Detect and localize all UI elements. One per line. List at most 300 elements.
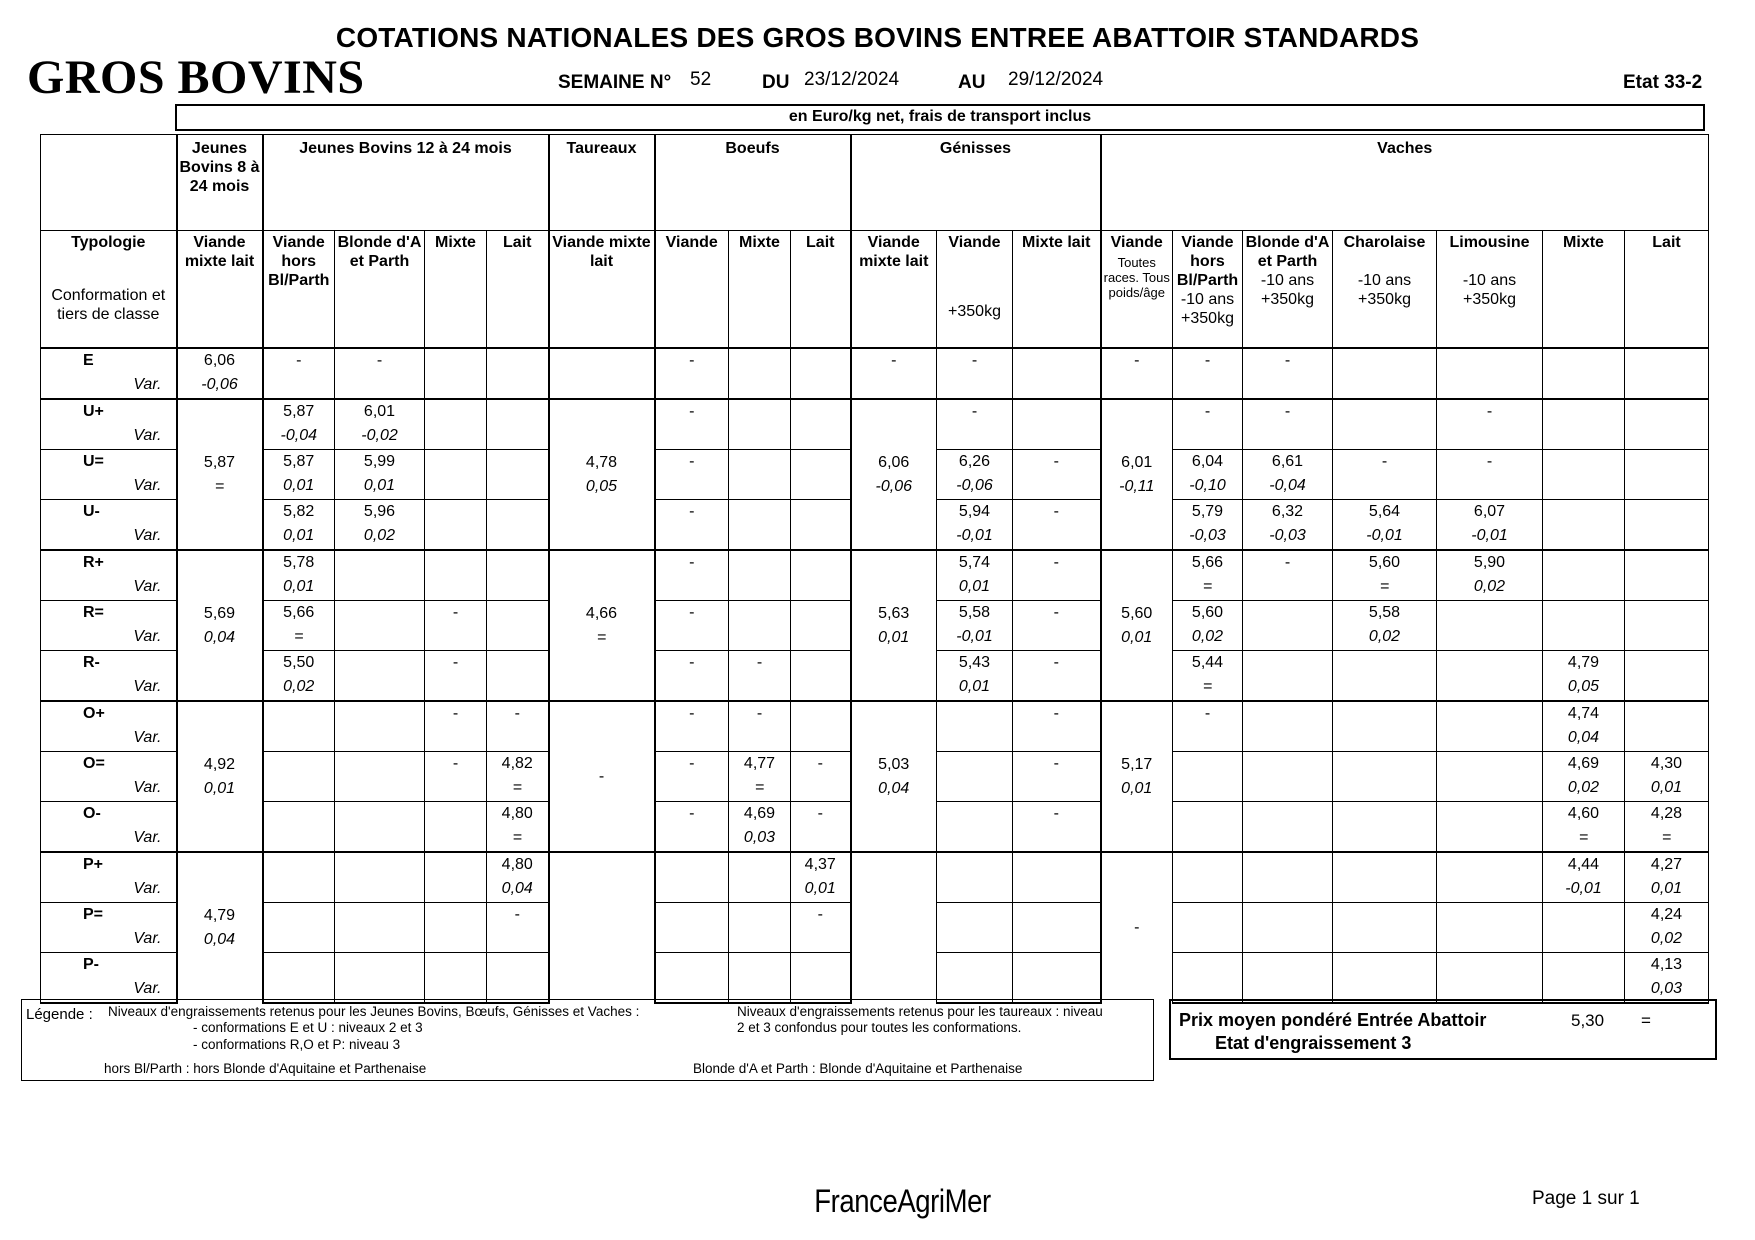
var-cell-Pe-16: [1333, 928, 1437, 953]
var-cell-Ue-15: -0,04: [1243, 475, 1333, 500]
merged-cell-13-U: [1101, 399, 1173, 550]
cell-Pm-8: [729, 953, 791, 979]
cell-Oe-15: [1243, 752, 1333, 778]
var-cell-E-18: [1543, 374, 1625, 399]
var-cell-Up-14: [1173, 425, 1243, 450]
row-label-Om: O-: [41, 802, 177, 828]
cell-Um-4: [425, 500, 487, 526]
var-cell-Om-14: [1173, 827, 1243, 852]
var-cell-Re-4: [425, 626, 487, 651]
legend-foot-right: Blonde d'A et Parth : Blonde d'Aquitaine et Parthenaise: [693, 1061, 1023, 1076]
cell-Up-19: [1625, 399, 1709, 425]
cell-Pe-7: [655, 903, 729, 929]
col-header-label: Lait: [806, 234, 835, 251]
merged-value: 4,79: [203, 907, 236, 924]
col-header-13: [1101, 231, 1173, 349]
cell-Om-9: -: [791, 802, 851, 828]
col-header-1: [177, 231, 263, 349]
cell-Re-14: 5,60: [1173, 601, 1243, 627]
cell-Up-18: [1543, 399, 1625, 425]
var-cell-Om-16: [1333, 827, 1437, 852]
var-cell-Op-5: [487, 727, 549, 752]
var-cell-Oe-19: 0,01: [1625, 777, 1709, 802]
var-cell-Um-16: -0,01: [1333, 525, 1437, 550]
merged-cell-6-U: [549, 399, 655, 550]
var-label: Var.: [41, 878, 177, 903]
var-cell-Oe-5: =: [487, 777, 549, 802]
var-cell-Pe-9: [791, 928, 851, 953]
var-cell-Re-3: [335, 626, 425, 651]
cell-Ue-4: [425, 450, 487, 476]
cell-Um-7: -: [655, 500, 729, 526]
cell-E-10: -: [851, 348, 937, 374]
col-header-label: Blonde d'A et Parth: [1245, 234, 1330, 270]
merged-var: 0,01: [878, 628, 910, 646]
cell-Oe-19: 4,30: [1625, 752, 1709, 778]
cell-Up-11: -: [937, 399, 1013, 425]
var-cell-Rp-5: [487, 576, 549, 601]
cell-Rm-2: 5,50: [263, 651, 335, 677]
var-cell-E-16: [1333, 374, 1437, 399]
cell-Um-17: 6,07: [1437, 500, 1543, 526]
cell-Up-3: 6,01: [335, 399, 425, 425]
cell-Ue-18: [1543, 450, 1625, 476]
cell-Pp-7: [655, 852, 729, 878]
var-cell-Op-19: [1625, 727, 1709, 752]
cell-Ue-8: [729, 450, 791, 476]
var-cell-Pe-17: [1437, 928, 1543, 953]
cell-Pm-16: [1333, 953, 1437, 979]
var-cell-Pe-4: [425, 928, 487, 953]
col-header-label: Lait: [503, 234, 532, 251]
brand-title: GROS BOVINS: [27, 51, 365, 104]
cell-Oe-2: [263, 752, 335, 778]
cell-Rp-9: [791, 550, 851, 576]
col-header-note: -10 ans +350kg: [1357, 272, 1412, 308]
merged-var: 0,04: [878, 779, 910, 797]
var-cell-Um-8: [729, 525, 791, 550]
var-cell-Rm-5: [487, 676, 549, 701]
cell-E-3: -: [335, 348, 425, 374]
var-cell-Ue-8: [729, 475, 791, 500]
cell-E-16: [1333, 348, 1437, 374]
cell-Om-15: [1243, 802, 1333, 828]
cell-Oe-18: 4,69: [1543, 752, 1625, 778]
cell-E-11: -: [937, 348, 1013, 374]
col-header-label: Lait: [1652, 234, 1681, 251]
cell-Re-19: [1625, 601, 1709, 627]
cell-Ue-16: -: [1333, 450, 1437, 476]
cell-Om-19: 4,28: [1625, 802, 1709, 828]
to-date: 29/12/2024: [1008, 69, 1104, 90]
average-price-box: [1169, 999, 1717, 1060]
var-cell-Re-18: [1543, 626, 1625, 651]
cell-Om-8: 4,69: [729, 802, 791, 828]
var-cell-Rm-19: [1625, 676, 1709, 701]
var-cell-Rp-3: [335, 576, 425, 601]
cell-Rp-18: [1543, 550, 1625, 576]
cell-Op-14: -: [1173, 701, 1243, 727]
var-cell-Rm-18: 0,05: [1543, 676, 1625, 701]
var-cell-Op-17: [1437, 727, 1543, 752]
etat-label: Etat 33-2: [1623, 72, 1703, 93]
col-header-label: Viande: [948, 234, 1001, 251]
var-cell-Om-17: [1437, 827, 1543, 852]
cell-Re-8: [729, 601, 791, 627]
cell-E-17: [1437, 348, 1543, 374]
row-label-Pe: P=: [41, 903, 177, 929]
cell-Rp-12: -: [1013, 550, 1101, 576]
var-cell-Up-3: -0,02: [335, 425, 425, 450]
cell-Rm-3: [335, 651, 425, 677]
cell-Up-5: [487, 399, 549, 425]
col-header-label: Viande: [665, 234, 718, 251]
cell-Oe-8: 4,77: [729, 752, 791, 778]
merged-var: 0,01: [1121, 779, 1153, 797]
var-cell-Re-12: [1013, 626, 1101, 651]
var-cell-Rp-7: [655, 576, 729, 601]
var-cell-Ue-9: [791, 475, 851, 500]
cell-E-2: -: [263, 348, 335, 374]
col-header-label: Limousine: [1449, 234, 1530, 251]
average-value: 5,30: [1571, 1011, 1605, 1030]
cell-Um-15: 6,32: [1243, 500, 1333, 526]
var-cell-Up-9: [791, 425, 851, 450]
cell-Rm-4: -: [425, 651, 487, 677]
cell-Pm-9: [791, 953, 851, 979]
merged-cell-13-O: [1101, 701, 1173, 852]
cell-Um-8: [729, 500, 791, 526]
var-cell-Om-9: [791, 827, 851, 852]
cell-Rm-8: -: [729, 651, 791, 677]
var-cell-Rm-11: 0,01: [937, 676, 1013, 701]
merged-value: 4,66: [585, 604, 618, 622]
col-header-7: [655, 231, 729, 349]
cell-Ue-3: 5,99: [335, 450, 425, 476]
var-cell-Pp-7: [655, 878, 729, 903]
merged-var: 0,05: [585, 477, 618, 495]
var-cell-Um-15: -0,03: [1243, 525, 1333, 550]
merged-var: 0,04: [203, 628, 236, 646]
col-header-label: Charolaise: [1343, 234, 1426, 251]
var-cell-E-4: [425, 374, 487, 399]
row-label-Rp: R+: [41, 550, 177, 576]
cell-E-4: [425, 348, 487, 374]
var-cell-E-12: [1013, 374, 1101, 399]
var-cell-Op-9: [791, 727, 851, 752]
legend-title: Légende :: [26, 1006, 93, 1023]
var-cell-Om-2: [263, 827, 335, 852]
cell-Up-15: -: [1243, 399, 1333, 425]
var-cell-Pe-18: [1543, 928, 1625, 953]
cell-Rm-12: -: [1013, 651, 1101, 677]
var-cell-Up-17: [1437, 425, 1543, 450]
cell-Up-12: [1013, 399, 1101, 425]
var-cell-Ue-7: [655, 475, 729, 500]
var-cell-Om-4: [425, 827, 487, 852]
row-label-Um: U-: [41, 500, 177, 526]
cell-Op-7: -: [655, 701, 729, 727]
cell-Um-12: -: [1013, 500, 1101, 526]
var-cell-Om-12: [1013, 827, 1101, 852]
merged-cell-13-R: [1101, 550, 1173, 701]
merged-value: 4,92: [203, 755, 236, 773]
cell-Pe-12: [1013, 903, 1101, 929]
var-cell-Um-19: [1625, 525, 1709, 550]
cell-Pe-19: 4,24: [1625, 903, 1709, 929]
cell-Pp-8: [729, 852, 791, 878]
cell-Pe-17: [1437, 903, 1543, 929]
cell-Pm-11: [937, 953, 1013, 979]
var-cell-Rp-8: [729, 576, 791, 601]
col-header-12: [1013, 231, 1101, 349]
var-cell-Re-11: -0,01: [937, 626, 1013, 651]
cell-Um-2: 5,82: [263, 500, 335, 526]
var-cell-Rm-16: [1333, 676, 1437, 701]
merged-var: 0,01: [1121, 628, 1153, 646]
legend-line-3: - conformations R,O et P: niveau 3: [193, 1037, 401, 1052]
var-cell-Pe-3: [335, 928, 425, 953]
col-header-11: [937, 231, 1013, 349]
var-label: Var.: [41, 626, 177, 651]
merged-var: -0,06: [875, 477, 912, 495]
var-cell-E-9: [791, 374, 851, 399]
col-header-10: [851, 231, 937, 349]
var-label: Var.: [41, 676, 177, 701]
corner-cell: [41, 135, 177, 231]
var-cell-Re-9: [791, 626, 851, 651]
col-header-note: -10 ans +350kg: [1260, 272, 1315, 308]
row-label-Rm: R-: [41, 651, 177, 677]
cell-Ue-14: 6,04: [1173, 450, 1243, 476]
var-cell-Pp-17: [1437, 878, 1543, 903]
merged-value: 5,87: [203, 453, 236, 471]
units-note: en Euro/kg net, frais de transport inclus: [175, 104, 1705, 131]
cell-Re-3: [335, 601, 425, 627]
cell-Rm-15: [1243, 651, 1333, 677]
cell-Oe-14: [1173, 752, 1243, 778]
var-cell-Rp-17: 0,02: [1437, 576, 1543, 601]
cell-Rm-5: [487, 651, 549, 677]
col-header-note: +350kg: [948, 303, 1001, 320]
cell-Ue-17: -: [1437, 450, 1543, 476]
var-cell-Up-4: [425, 425, 487, 450]
cell-Pp-19: 4,27: [1625, 852, 1709, 878]
cell-Ue-7: -: [655, 450, 729, 476]
group-boeufs: Boeufs: [655, 135, 851, 231]
cell-Op-9: [791, 701, 851, 727]
var-cell-Om-15: [1243, 827, 1333, 852]
cell-Re-18: [1543, 601, 1625, 627]
group-genisses: Génisses: [851, 135, 1101, 231]
cell-Pe-18: [1543, 903, 1625, 929]
cell-Pm-15: [1243, 953, 1333, 979]
cell-Pm-18: [1543, 953, 1625, 979]
var-cell-E-3: [335, 374, 425, 399]
var-cell-Op-8: [729, 727, 791, 752]
var-label: Var.: [41, 425, 177, 450]
var-cell-Om-7: [655, 827, 729, 852]
legend-line-2: - conformations E et U : niveaux 2 et 3: [193, 1020, 423, 1035]
cell-E-18: [1543, 348, 1625, 374]
merged-cell-10-R: [851, 550, 937, 701]
var-label: Var.: [41, 576, 177, 601]
cell-Pm-19: 4,13: [1625, 953, 1709, 979]
cell-Rp-2: 5,78: [263, 550, 335, 576]
cell-Rm-14: 5,44: [1173, 651, 1243, 677]
var-cell-Re-17: [1437, 626, 1543, 651]
cell-E-1: 6,06: [177, 348, 263, 374]
var-cell-E-2: [263, 374, 335, 399]
var-cell-Oe-11: [937, 777, 1013, 802]
cell-Pp-17: [1437, 852, 1543, 878]
merged-value: 4,78: [585, 453, 618, 471]
cell-Rm-9: [791, 651, 851, 677]
var-cell-Rp-14: =: [1173, 576, 1243, 601]
var-cell-Op-18: 0,04: [1543, 727, 1625, 752]
cell-Pp-14: [1173, 852, 1243, 878]
merged-value: 5,17: [1121, 755, 1153, 773]
var-cell-Pp-14: [1173, 878, 1243, 903]
var-cell-E-14: [1173, 374, 1243, 399]
var-cell-Re-8: [729, 626, 791, 651]
merged-value: 5,63: [878, 604, 910, 622]
legend-foot-left: hors Bl/Parth : hors Blonde d'Aquitaine et Parthenaise: [104, 1061, 427, 1076]
var-cell-Um-17: -0,01: [1437, 525, 1543, 550]
cell-Re-2: 5,66: [263, 601, 335, 627]
var-cell-E-7: [655, 374, 729, 399]
cell-E-5: [487, 348, 549, 374]
var-cell-Up-16: [1333, 425, 1437, 450]
merged-var: =: [214, 477, 225, 495]
cell-Om-18: 4,60: [1543, 802, 1625, 828]
cell-Up-16: [1333, 399, 1437, 425]
cell-Om-14: [1173, 802, 1243, 828]
legend-line-1: Niveaux d'engraissements retenus pour les Jeunes Bovins, Bœufs, Génisses et Vaches :: [108, 1004, 640, 1019]
var-cell-Rm-9: [791, 676, 851, 701]
var-label: Var.: [41, 777, 177, 802]
var-cell-Up-5: [487, 425, 549, 450]
var-cell-Um-14: -0,03: [1173, 525, 1243, 550]
var-cell-Up-2: -0,04: [263, 425, 335, 450]
cell-Um-18: [1543, 500, 1625, 526]
cell-Pm-4: [425, 953, 487, 979]
cell-Om-12: -: [1013, 802, 1101, 828]
cell-Oe-9: -: [791, 752, 851, 778]
var-cell-Op-12: [1013, 727, 1101, 752]
var-cell-Rp-11: 0,01: [937, 576, 1013, 601]
merged-cell-10-P: [851, 852, 937, 1003]
cell-Um-16: 5,64: [1333, 500, 1437, 526]
cell-Um-19: [1625, 500, 1709, 526]
var-cell-Op-4: [425, 727, 487, 752]
cell-Rm-16: [1333, 651, 1437, 677]
cell-Rp-3: [335, 550, 425, 576]
merged-value: 6,06: [878, 453, 910, 471]
var-cell-Um-5: [487, 525, 549, 550]
page-number: Page 1 sur 1: [1532, 1188, 1640, 1209]
merged-value: -: [1134, 919, 1140, 936]
col-header-label: Mixte lait: [1022, 234, 1091, 251]
cell-Oe-7: -: [655, 752, 729, 778]
group-vaches: Vaches: [1101, 135, 1709, 231]
col-header-16: [1333, 231, 1437, 349]
cell-Ue-19: [1625, 450, 1709, 476]
cell-Ue-2: 5,87: [263, 450, 335, 476]
cell-E-8: [729, 348, 791, 374]
var-cell-Oe-3: [335, 777, 425, 802]
var-cell-Up-11: [937, 425, 1013, 450]
cell-Op-11: [937, 701, 1013, 727]
var-cell-Pp-9: 0,01: [791, 878, 851, 903]
var-cell-Rm-17: [1437, 676, 1543, 701]
var-cell-Oe-16: [1333, 777, 1437, 802]
var-cell-Op-14: [1173, 727, 1243, 752]
var-cell-Rp-18: [1543, 576, 1625, 601]
var-cell-Rm-2: 0,02: [263, 676, 335, 701]
merged-cell-1-P: [177, 852, 263, 1003]
var-cell-Re-2: =: [263, 626, 335, 651]
cell-Up-14: -: [1173, 399, 1243, 425]
cell-Op-19: [1625, 701, 1709, 727]
var-cell-Re-19: [1625, 626, 1709, 651]
cell-Oe-4: -: [425, 752, 487, 778]
var-cell-Oe-2: [263, 777, 335, 802]
typologie-header: [41, 231, 177, 349]
merged-cell-1-R: [177, 550, 263, 701]
cell-Pe-4: [425, 903, 487, 929]
merged-var: =: [596, 628, 607, 646]
price-table: [40, 134, 1709, 1004]
merged-value: -: [598, 767, 605, 785]
col-header-label: Viande hors Bl/Parth: [268, 234, 330, 289]
var-cell-Pp-15: [1243, 878, 1333, 903]
col-header-14: [1173, 231, 1243, 349]
cell-Re-11: 5,58: [937, 601, 1013, 627]
var-cell-Pe-7: [655, 928, 729, 953]
var-cell-Rp-16: =: [1333, 576, 1437, 601]
var-cell-Ue-4: [425, 475, 487, 500]
var-cell-Pp-19: 0,01: [1625, 878, 1709, 903]
conformation-label: Conformation et tiers de classe: [51, 287, 166, 323]
cell-Pp-11: [937, 852, 1013, 878]
cell-Op-18: 4,74: [1543, 701, 1625, 727]
var-cell-Up-7: [655, 425, 729, 450]
var-cell-E-15: [1243, 374, 1333, 399]
col-header-label: Viande hors Bl/Parth: [1176, 234, 1239, 289]
var-cell-Pp-8: [729, 878, 791, 903]
var-cell-Pe-19: 0,02: [1625, 928, 1709, 953]
cell-Rp-4: [425, 550, 487, 576]
var-label: Var.: [41, 374, 177, 399]
cell-Om-7: -: [655, 802, 729, 828]
col-header-6: [549, 231, 655, 349]
cell-Ue-9: [791, 450, 851, 476]
cell-Rm-19: [1625, 651, 1709, 677]
var-cell-E-8: [729, 374, 791, 399]
cell-Rp-19: [1625, 550, 1709, 576]
merged-cell-6-P: [549, 852, 655, 1003]
var-cell-Oe-12: [1013, 777, 1101, 802]
merged-cell-6-O: [549, 701, 655, 852]
var-cell-Ue-19: [1625, 475, 1709, 500]
cell-Pp-3: [335, 852, 425, 878]
merged-var: 0,01: [203, 779, 236, 797]
week-label: SEMAINE N°: [558, 72, 672, 93]
var-cell-Re-16: 0,02: [1333, 626, 1437, 651]
cell-Pp-4: [425, 852, 487, 878]
cell-Op-2: [263, 701, 335, 727]
